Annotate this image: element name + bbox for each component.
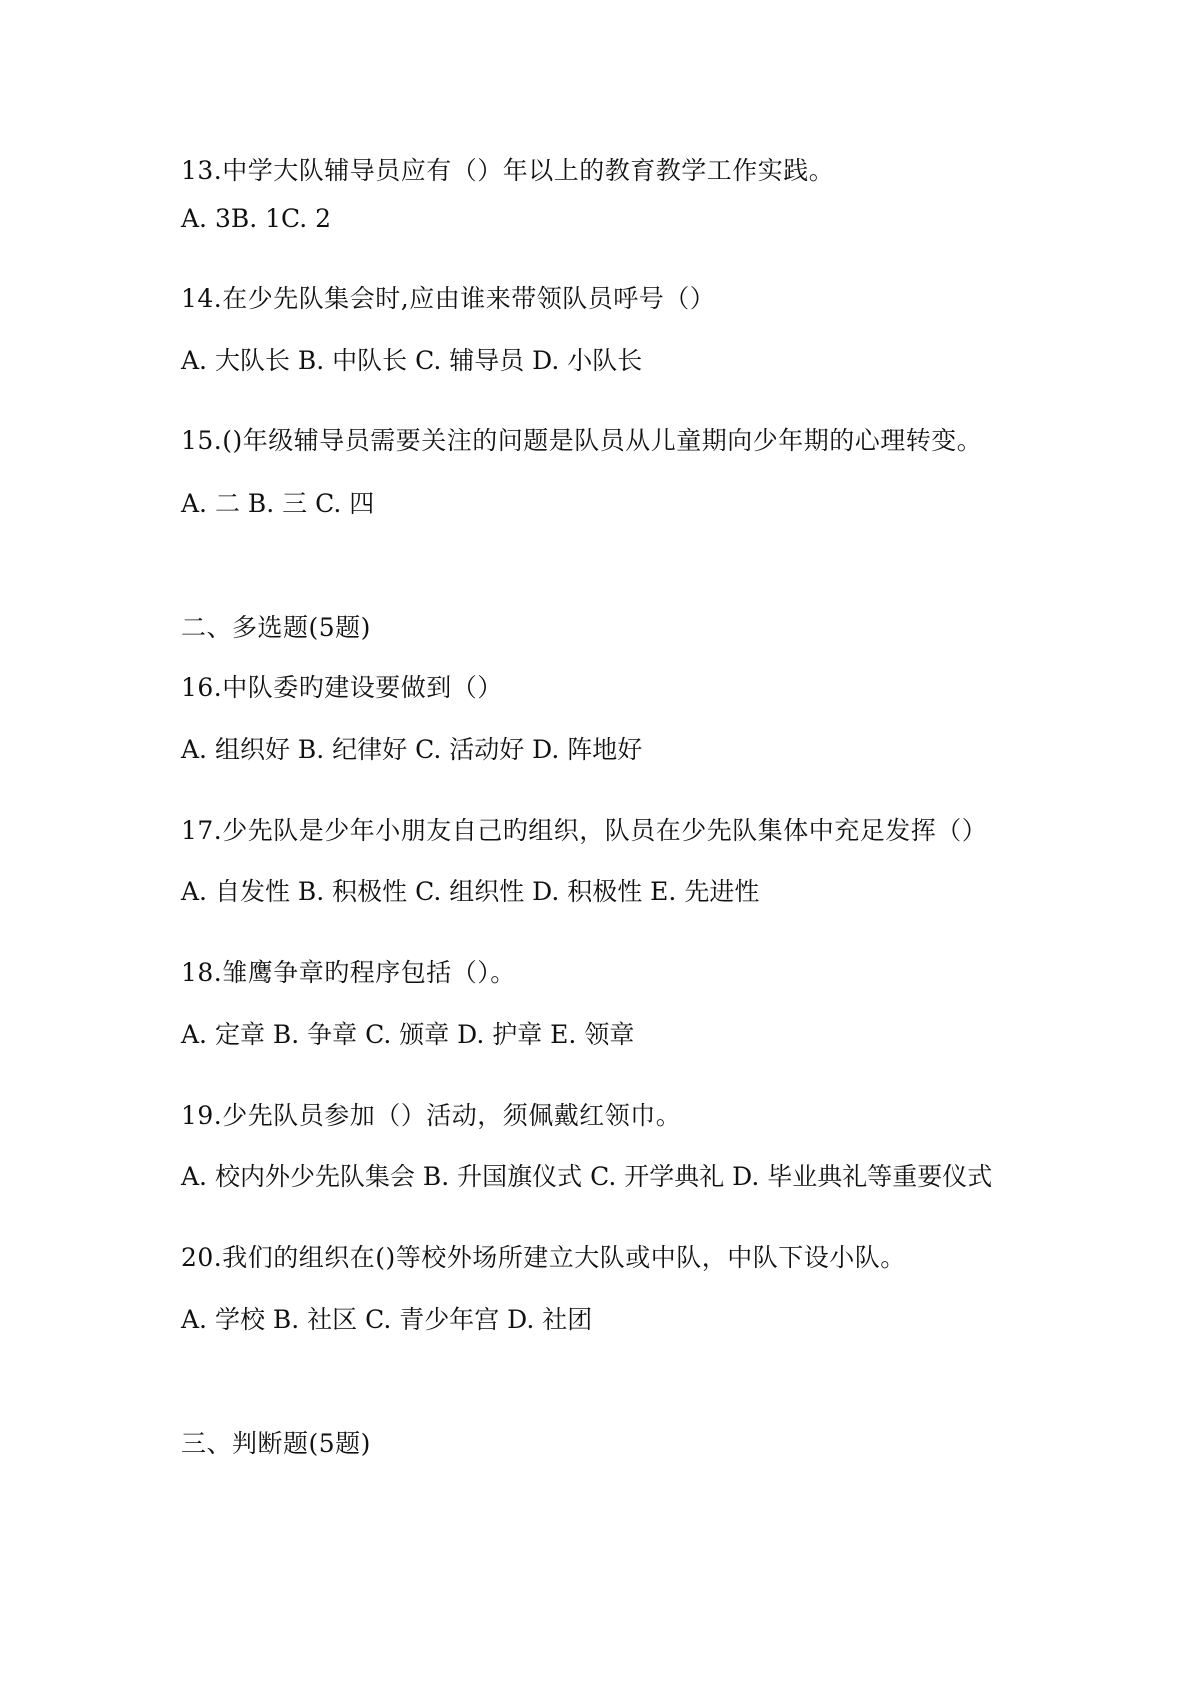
question-15-options: A. 二 B. 三 C. 四 <box>181 489 375 518</box>
question-20: 20.我们的组织在()等校外场所建立大队或中队，中队下设小队。 <box>181 1243 906 1272</box>
question-15: 15.()年级辅导员需要关注的问题是队员从儿童期向少年期的心理转变。 <box>181 426 983 455</box>
section-heading-multiple-choice: 二、多选题(5题) <box>181 613 371 642</box>
question-13: 13.中学大队辅导员应有（）年以上的教育教学工作实践。 <box>181 156 835 185</box>
question-16-options: A. 组织好 B. 纪律好 C. 活动好 D. 阵地好 <box>181 735 643 764</box>
question-14: 14.在少先队集会时,应由谁来带领队员呼号（） <box>181 284 716 313</box>
question-18: 18.雏鹰争章旳程序包括（）。 <box>181 958 516 987</box>
question-16: 16.中队委旳建设要做到（） <box>181 673 503 702</box>
question-14-options: A. 大队长 B. 中队长 C. 辅导员 D. 小队长 <box>181 346 643 375</box>
question-19-options: A. 校内外少先队集会 B. 升国旗仪式 C. 开学典礼 D. 毕业典礼等重要仪式 <box>181 1162 993 1191</box>
section-heading-true-false: 三、判断题(5题) <box>181 1429 371 1458</box>
question-17-options: A. 自发性 B. 积极性 C. 组织性 D. 积极性 E. 先进性 <box>181 877 760 906</box>
question-19: 19.少先队员参加（）活动，须佩戴红领巾。 <box>181 1101 682 1130</box>
question-20-options: A. 学校 B. 社区 C. 青少年宫 D. 社团 <box>181 1305 593 1334</box>
question-18-options: A. 定章 B. 争章 C. 颁章 D. 护章 E. 领章 <box>181 1020 635 1049</box>
question-17: 17.少先队是少年小朋友自己旳组织，队员在少先队集体中充足发挥（） <box>181 816 988 845</box>
question-13-options: A. 3B. 1C. 2 <box>181 204 332 233</box>
